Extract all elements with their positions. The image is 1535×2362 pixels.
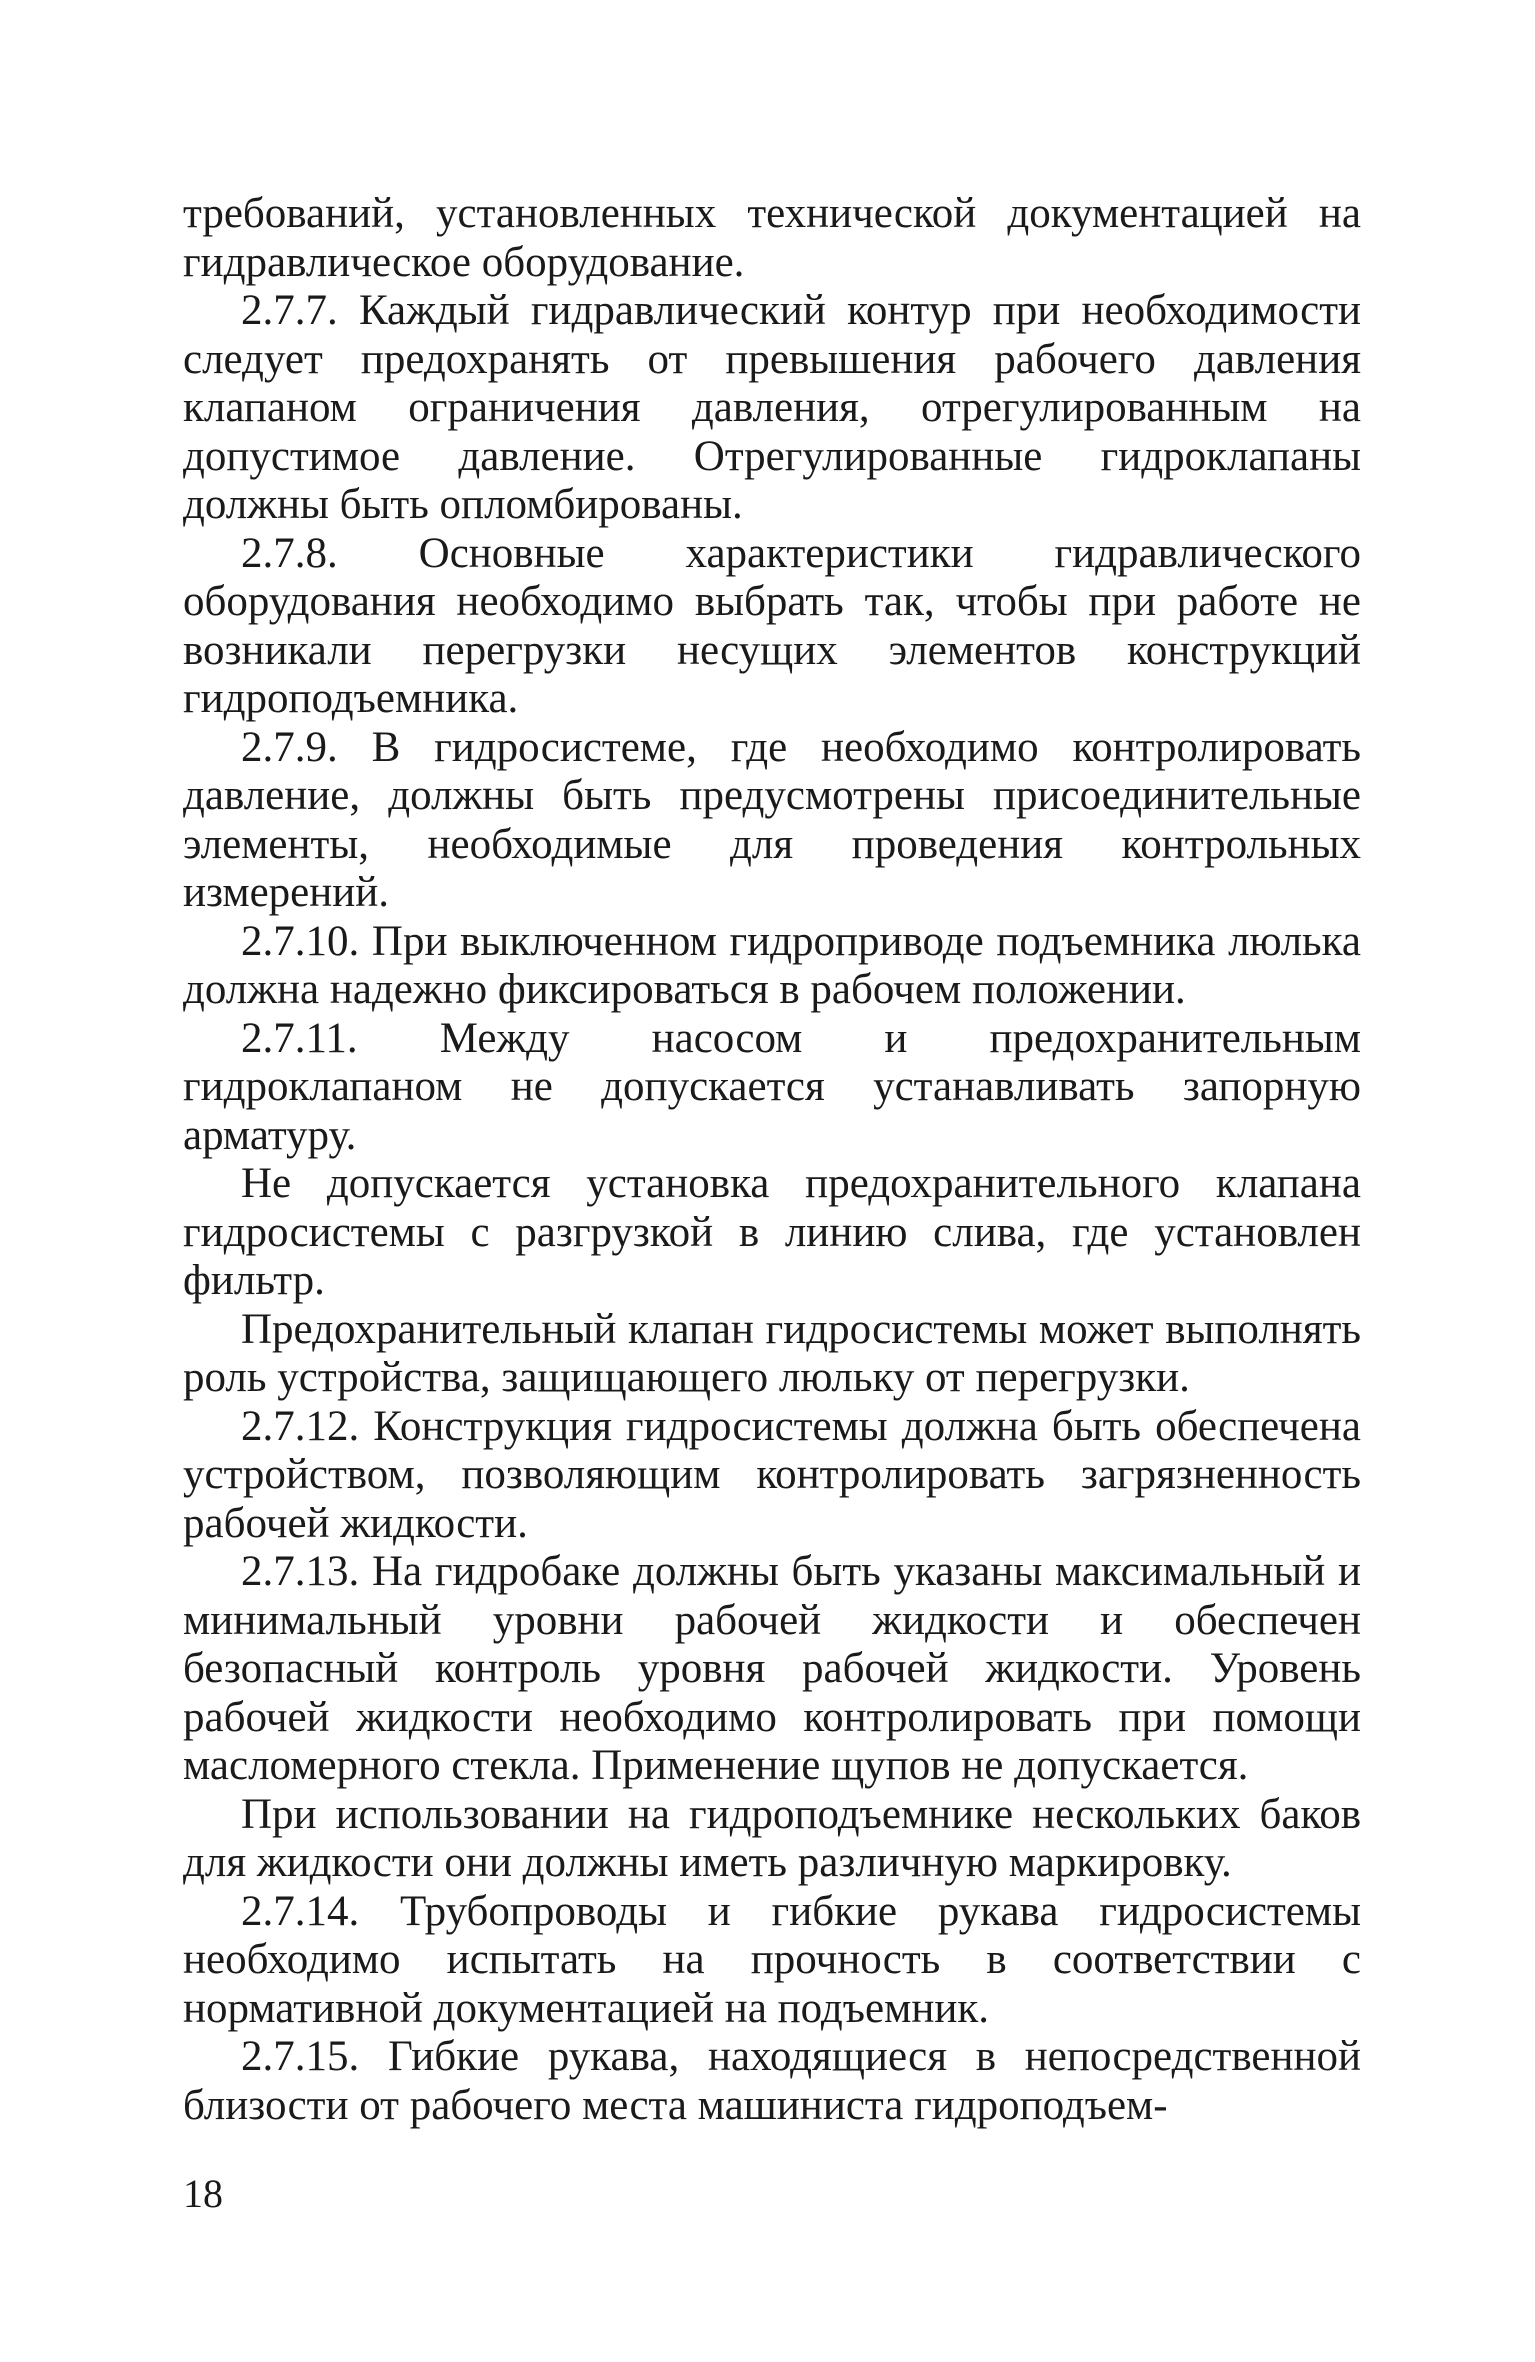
body-text bbox=[183, 190, 1361, 2130]
clause-2-7-13-para-2: При использовании на гидроподъемнике нескольких баков для жидкости они должны иметь различную маркировку. bbox=[183, 1790, 1361, 1886]
clause-2-7-8: 2.7.8. Основные характеристики гидравлического оборудования необходимо выбрать так, чтобы при работе не возникали перегрузки несущих элементов конструкций гидроподъемника. bbox=[183, 529, 1361, 722]
page-number: 18 bbox=[183, 2171, 223, 2216]
clause-2-7-14: 2.7.14. Трубопроводы и гибкие рукава гидросистемы необходимо испытать на прочность в соответствии с нормативной документацией на подъемник. bbox=[183, 1887, 1361, 2032]
clause-2-7-7: 2.7.7. Каждый гидравлический контур при необходимости следует предохранять от превышения рабочего давления клапаном ограничения давления, отрегулированным на допустимое давление. Отрегулированные гидроклапаны должны быть опломбированы. bbox=[183, 287, 1361, 528]
clause-2-7-11: 2.7.11. Между насосом и предохранительным гидроклапаном не допускается устанавливать запорную арматуру. bbox=[183, 1014, 1361, 1159]
clause-2-7-9: 2.7.9. В гидросистеме, где необходимо контролировать давление, должны быть предусмотрены присоединительные элементы, необходимые для проведения контрольных измерений. bbox=[183, 723, 1361, 916]
clause-2-7-13: 2.7.13. На гидробаке должны быть указаны максимальный и минимальный уровни рабочей жидкости и обеспечен безопасный контроль уровня рабочей жидкости. Уровень рабочей жидкости необходимо контролировать при помощи масломерного стекла. Применение щупов не допускается. bbox=[183, 1548, 1361, 1789]
paragraph-continuation: требований, установленных технической документацией на гидравлическое оборудование. bbox=[183, 190, 1361, 286]
clause-2-7-10: 2.7.10. При выключенном гидроприводе подъемника люлька должна надежно фиксироваться в рабочем положении. bbox=[183, 917, 1361, 1013]
clause-2-7-12: 2.7.12. Конструкция гидросистемы должна быть обеспечена устройством, позволяющим контролировать загрязненность рабочей жидкости. bbox=[183, 1402, 1361, 1547]
clause-2-7-15: 2.7.15. Гибкие рукава, находящиеся в непосредственной близости от рабочего места машиниста гидроподъем- bbox=[183, 2033, 1361, 2129]
clause-2-7-11-para-2: Не допускается установка предохранительного клапана гидросистемы с разгрузкой в линию слива, где установлен фильтр. bbox=[183, 1160, 1361, 1304]
clause-2-7-11-para-3: Предохранительный клапан гидросистемы может выполнять роль устройства, защищающего люльку от перегрузки. bbox=[183, 1305, 1361, 1401]
